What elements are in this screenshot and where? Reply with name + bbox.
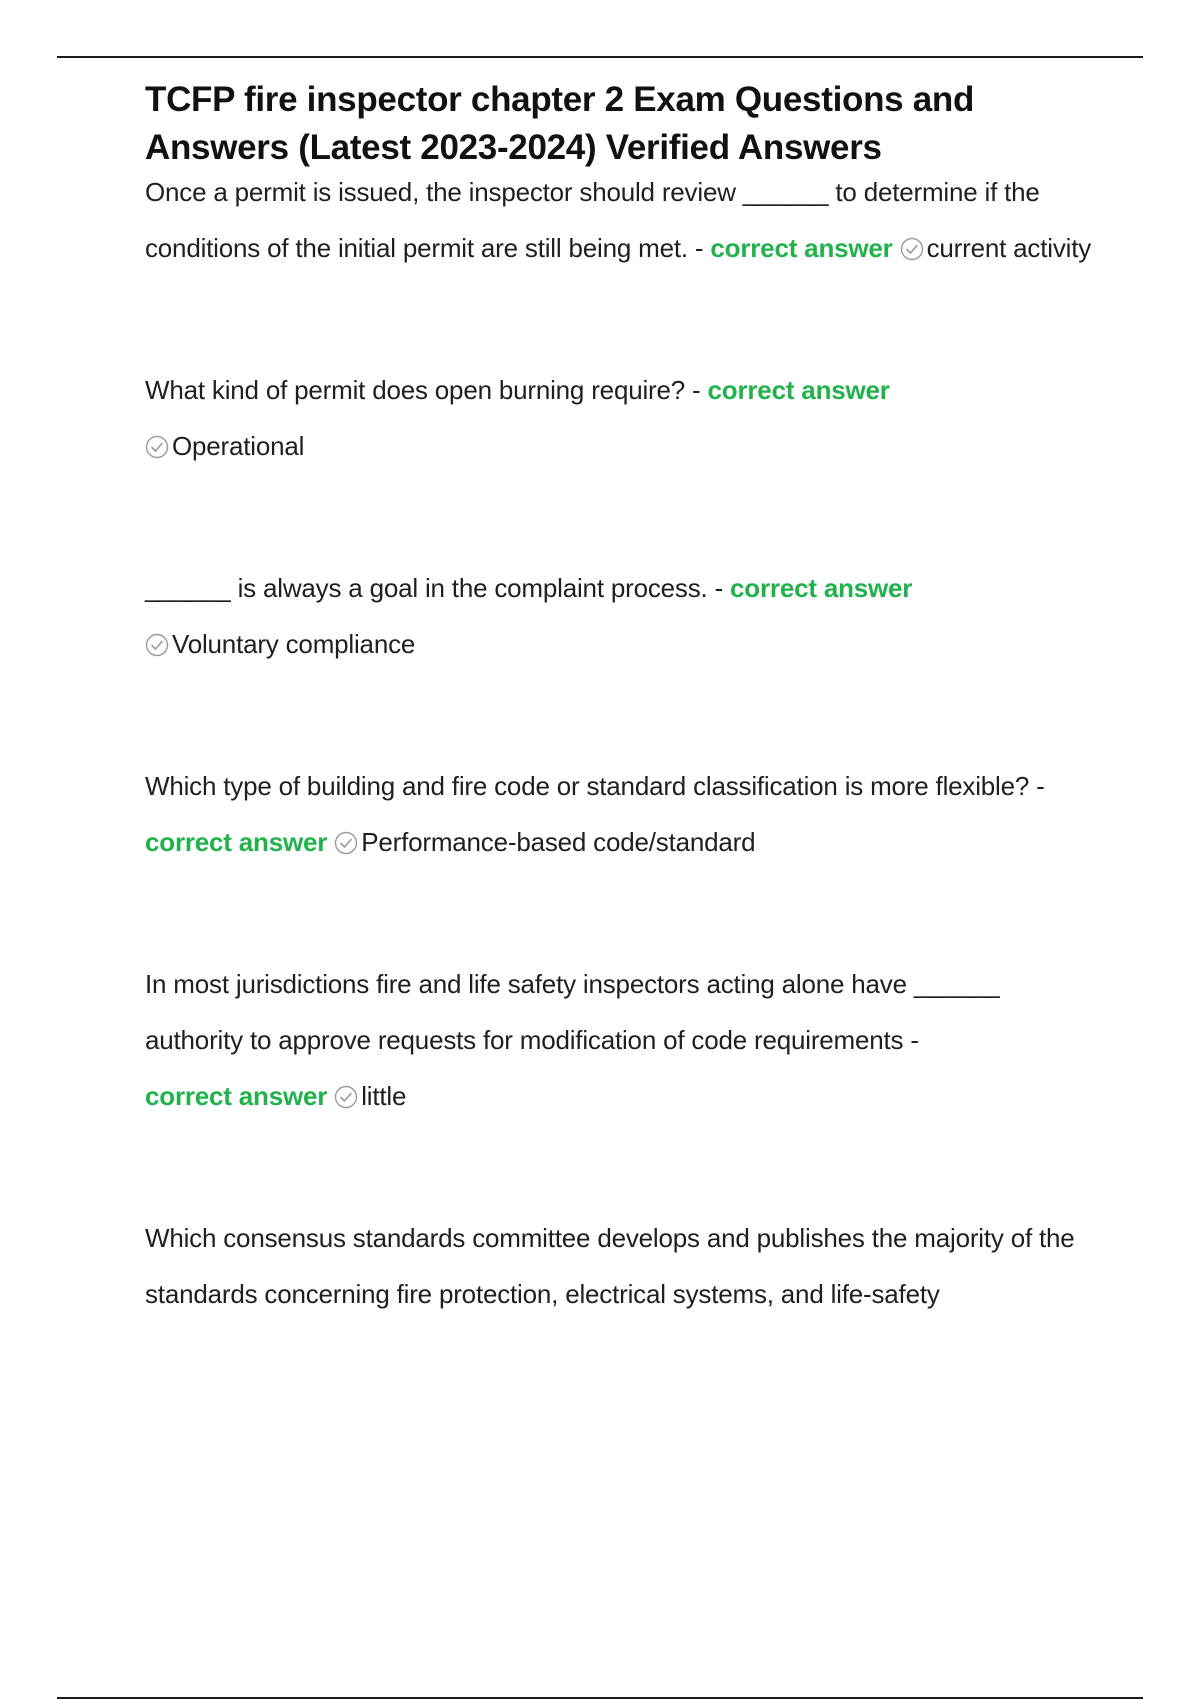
correct-answer-label: correct answer bbox=[145, 1081, 328, 1111]
qa-item bbox=[145, 164, 1095, 276]
check-circle-icon bbox=[145, 435, 169, 459]
separator: - bbox=[685, 375, 708, 405]
check-circle-icon bbox=[334, 1085, 358, 1109]
question-text: Once a permit is issued, the inspector should review ______ to determine if the conditions of the initial permit are still being met. bbox=[145, 177, 1040, 263]
bottom-rule bbox=[57, 1697, 1143, 1699]
answer-text: Voluntary compliance bbox=[172, 629, 416, 659]
document-body bbox=[145, 76, 1095, 1322]
question-text: Which consensus standards committee develops and publishes the majority of the standards concerning fire protection, electrical systems, and life-safety bbox=[145, 1223, 1075, 1309]
correct-answer-label: correct answer bbox=[710, 233, 893, 263]
separator: - bbox=[707, 573, 731, 603]
qa-item bbox=[145, 362, 1095, 474]
check-circle-icon bbox=[145, 633, 169, 657]
question-text: In most jurisdictions fire and life safety inspectors acting alone have ______ authority to approve requests for modification of code requirements bbox=[145, 969, 1000, 1055]
question-text: ______ is always a goal in the complaint process. bbox=[145, 573, 708, 603]
answer-text: Operational bbox=[172, 431, 305, 461]
qa-item bbox=[145, 956, 1095, 1124]
answer-text: current activity bbox=[926, 233, 1092, 263]
answer-text: little bbox=[361, 1081, 407, 1111]
qa-item bbox=[145, 560, 1095, 672]
separator: - bbox=[1029, 771, 1045, 801]
question-text: Which type of building and fire code or standard classification is more flexible? bbox=[145, 771, 1030, 801]
correct-answer-label: correct answer bbox=[707, 375, 890, 405]
question-text: What kind of permit does open burning require? bbox=[145, 375, 686, 405]
qa-item bbox=[145, 1210, 1095, 1322]
correct-answer-label: correct answer bbox=[145, 827, 328, 857]
separator: - bbox=[687, 233, 711, 263]
check-circle-icon bbox=[900, 237, 924, 261]
answer-text: Performance-based code/standard bbox=[361, 827, 756, 857]
separator: - bbox=[903, 1025, 919, 1055]
document-title: TCFP fire inspector chapter 2 Exam Questions and Answers (Latest 2023-2024) Verified Answers bbox=[145, 80, 975, 167]
check-circle-icon bbox=[334, 831, 358, 855]
qa-item bbox=[145, 758, 1095, 870]
top-rule bbox=[57, 56, 1143, 58]
correct-answer-label: correct answer bbox=[730, 573, 913, 603]
